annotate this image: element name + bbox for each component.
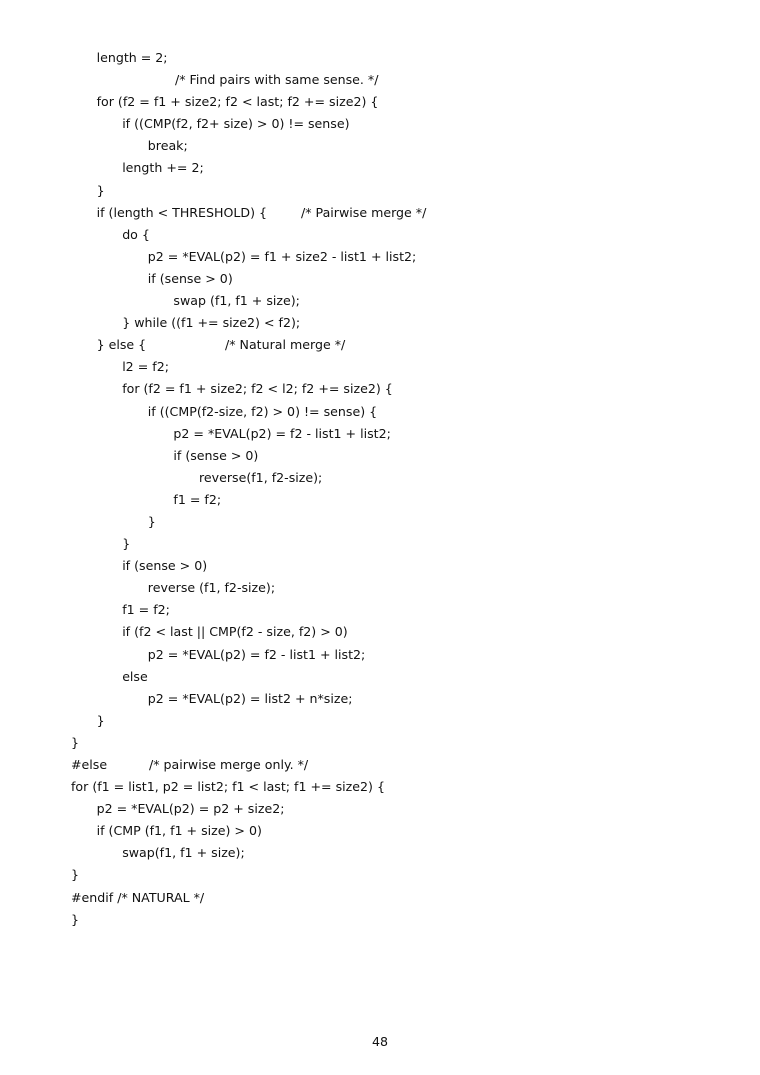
code-line-text: } [96,182,105,198]
code-line [0,113,760,135]
code-line-text: if (sense > 0) [122,558,208,574]
code-line-text: reverse(f1, f2-size); [199,469,323,485]
code-line [0,202,760,224]
code-line-text: length += 2; [122,160,204,176]
code-line [0,577,760,599]
code-line [0,378,760,400]
code-line-text: break; [147,138,188,154]
code-line [0,533,760,555]
code-line [0,157,760,179]
code-line-text: swap (f1, f1 + size); [173,293,300,309]
code-line-text: for (f2 = f1 + size2; f2 < last; f2 += size2) { [96,94,379,110]
code-line-text: p2 = *EVAL(p2) = f2 - list1 + list2; [147,646,366,662]
code-line [0,356,760,378]
code-line [0,798,760,820]
code-line [0,246,760,268]
code-line-text: else [122,668,148,684]
code-line [0,445,760,467]
code-line-text: } [71,734,80,750]
code-line-text: } [71,911,80,927]
code-line-text: for (f1 = list1, p2 = list2; f1 < last; f1 += size2) { [71,779,385,795]
code-line-text: #endif /* NATURAL */ [71,889,205,905]
code-comment: /* Pairwise merge */ [301,204,427,220]
code-line-text: if ((CMP(f2-size, f2) > 0) != sense) { [147,403,378,419]
code-line [0,268,760,290]
code-line-text: p2 = *EVAL(p2) = f2 - list1 + list2; [173,425,391,441]
code-line-text: if (f2 < last || CMP(f2 - size, f2) > 0) [122,624,348,640]
code-line-text: if (length < THRESHOLD) { [96,204,268,220]
code-line-text: f1 = f2; [173,491,222,507]
code-line [0,555,760,577]
code-line [0,224,760,246]
code-line [0,776,760,798]
code-line [0,180,760,202]
code-line-text: if (sense > 0) [173,447,259,463]
code-line-text: #else [71,757,108,772]
code-line [0,644,760,666]
code-line [0,842,760,864]
code-line [0,864,760,886]
code-line-text: p2 = *EVAL(p2) = p2 + size2; [96,801,285,817]
code-line [0,666,760,688]
code-line [0,489,760,511]
code-line [0,47,760,69]
code-line [0,401,760,423]
code-line [0,710,760,732]
code-line [0,135,760,157]
code-line-text: do { [122,226,150,242]
code-comment: /* Natural merge */ [225,337,346,353]
code-line [0,423,760,445]
code-line-text: f1 = f2; [122,602,170,618]
code-line-text: if ((CMP(f2, f2+ size) > 0) != sense) [122,116,350,132]
page-number: 48 [371,1034,389,1049]
code-line [0,732,760,754]
code-line-text: swap(f1, f1 + size); [122,845,245,861]
code-line-text: p2 = *EVAL(p2) = list2 + n*size; [147,690,353,706]
code-line [0,290,760,312]
code-line [0,887,760,909]
code-line-text: } else { [96,337,147,353]
code-line-text: if (sense > 0) [147,270,233,286]
code-comment: /* Find pairs with same sense. */ [175,72,379,88]
code-line-text: if (CMP (f1, f1 + size) > 0) [96,823,262,839]
code-line-text: for (f2 = f1 + size2; f2 < l2; f2 += size2) { [122,381,393,397]
code-line-text: reverse (f1, f2-size); [147,580,276,596]
code-line [0,688,760,710]
code-line [0,909,760,931]
code-line-text: l2 = f2; [122,359,169,375]
code-comment: /* pairwise merge only. */ [149,757,309,772]
code-line-text: } [122,536,131,552]
code-line-text: length = 2; [96,50,168,65]
code-line [0,820,760,842]
code-line [0,334,760,356]
code-listing [0,47,760,931]
code-line [0,467,760,489]
code-line [0,621,760,643]
code-line-text: } [96,712,105,728]
code-line-text: } while ((f1 += size2) < f2); [122,315,301,331]
code-line [0,91,760,113]
code-line [0,599,760,621]
code-line-text: } [71,867,80,883]
code-line [0,754,760,776]
code-line-text: } [147,513,156,529]
code-line [0,69,760,91]
code-line-text: p2 = *EVAL(p2) = f1 + size2 - list1 + list2; [147,248,417,264]
code-line [0,312,760,334]
code-line [0,511,760,533]
